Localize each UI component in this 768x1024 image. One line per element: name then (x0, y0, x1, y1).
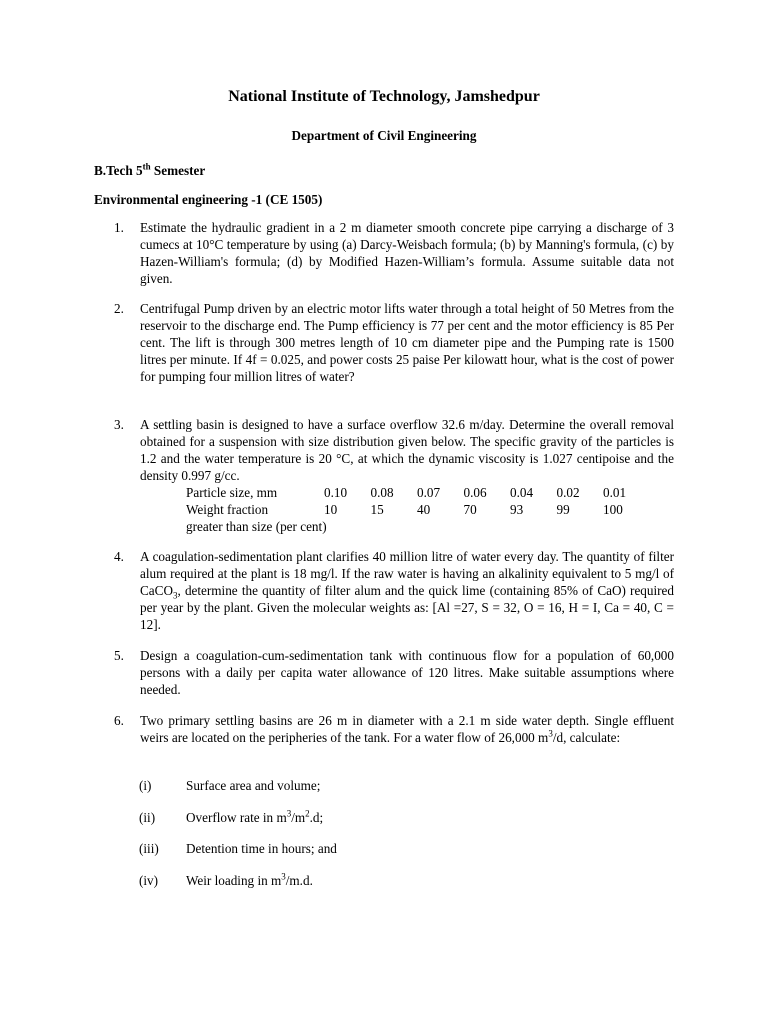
sub-question-number: (ii) (139, 810, 156, 825)
sub-question-text: Detention time in hours; and (186, 841, 337, 856)
table-cell: 40 (417, 502, 431, 517)
sub-question-i (139, 777, 320, 794)
department-heading: Department of Civil Engineering (291, 128, 477, 143)
question-number: 2. (114, 301, 124, 316)
sub-question-number: (i) (139, 778, 152, 793)
table-cell: 0.02 (556, 485, 580, 500)
table-cell: 0.04 (510, 485, 534, 500)
table-row (186, 518, 650, 535)
sub-question-number: (iv) (139, 873, 159, 888)
question-1 (114, 219, 674, 287)
question-number: 3. (114, 417, 124, 432)
question-text (140, 712, 674, 746)
question-text: Centrifugal Pump driven by an electric motor lifts water through a total height of 50 Metres from the reservoir to the discharge end. The Pump efficiency is 77 per cent and the motor efficiency is 85 Per cent. The lift is through 300 metres length of 10 cm diameter pipe and the Pumping rate is 1500 litres per minute. If 4f = 0.025, and power costs 25 paise Per kilowatt hour, what is the cost of power for pumping four million litres of water? (140, 301, 674, 384)
row-label: greater than size (per cent) (186, 519, 327, 534)
question-4 (114, 548, 674, 633)
sub-question-text: Overflow rate in m (186, 810, 287, 825)
question-3 (114, 416, 674, 535)
table-cell: 0.10 (324, 485, 348, 500)
sub-question-text: Surface area and volume; (186, 778, 321, 793)
superscript: 3 (286, 808, 292, 819)
superscript: 3 (281, 871, 286, 882)
table-cell: 0.08 (370, 485, 394, 500)
table-cell: 93 (510, 502, 524, 517)
question-2 (114, 300, 674, 385)
semester-prefix: B.Tech 5 (94, 163, 143, 178)
semester-heading (94, 162, 205, 179)
table-cell: 70 (463, 502, 477, 517)
question-text (140, 548, 674, 633)
question-text-part: A coagulation-sedimentation plant clarifies 40 million litre of water every day. The quantity of filter alum required at the plant is 18 mg/l. If the raw water is having an alkalinity equivalent to 5 mg/l of CaCO (140, 549, 674, 598)
sub-question-number: (iii) (139, 841, 159, 856)
table-cell: 0.06 (463, 485, 487, 500)
question-number: 6. (114, 713, 124, 728)
table-cell: 100 (603, 502, 623, 517)
table-cell: 0.07 (417, 485, 441, 500)
row-label: Particle size, mm (186, 485, 278, 500)
question-text-part: , determine the quantity of filter alum and the quick lime (containing 85% of CaO) required per year by the plant. Given the molecular weights as: [Al =27, S = 32, O = 16, H = I, Ca = 40, C = 12]. (140, 583, 674, 632)
sub-question-iv (139, 872, 313, 889)
subscript: 3 (172, 590, 178, 601)
question-text-part: /d, calculate: (552, 730, 621, 745)
table-cell: 0.01 (603, 485, 627, 500)
question-text: A settling basin is designed to have a surface overflow 32.6 m/day. Determine the overall removal obtained for a suspension with size distribution given below. The specific gravity of the particles is 1.2 and the water temperature is 20 °C, at which the dynamic viscosity is 1.027 centipoise and the density 0.997 g/cc. (140, 417, 674, 483)
table-cell: 99 (556, 502, 570, 517)
course-heading: Environmental engineering -1 (CE 1505) (94, 192, 323, 207)
question-text: Design a coagulation-cum-sedimentation tank with continuous flow for a population of 60,000 persons with a daily per capita water allowance of 120 litres. Make suitable assumptions where needed. (140, 648, 674, 697)
sub-question-text: .d; (309, 810, 324, 825)
question-6 (114, 712, 674, 746)
table-row (186, 501, 650, 518)
sub-question-iii (139, 840, 337, 857)
institute-title: National Institute of Technology, Jamshedpur (228, 88, 540, 105)
question-5 (114, 647, 674, 698)
question-number: 5. (114, 648, 124, 663)
semester-suffix: Semester (150, 163, 206, 178)
semester-superscript: th (142, 161, 151, 172)
question-text-part: Two primary settling basins are 26 m in diameter with a 2.1 m side water depth. Single effluent weirs are located on the peripheries of the tank. For a water flow of 26,000 m (140, 713, 674, 745)
table-row (186, 484, 650, 501)
sub-question-text: /m.d. (285, 873, 313, 888)
superscript: 2 (305, 808, 310, 819)
table-cell: 15 (370, 502, 384, 517)
question-text: Estimate the hydraulic gradient in a 2 m diameter smooth concrete pipe carrying a discharge of 3 cumecs at 10°C temperature by using (a) Darcy-Weisbach formula; (b) by Manning's formula, (c) by Hazen-William's formula; (d) by Modified Hazen-William’s formula. Assume suitable data not given. (140, 220, 674, 286)
superscript: 3 (548, 728, 553, 739)
question-number: 4. (114, 549, 124, 564)
table-cell: 10 (324, 502, 338, 517)
sub-question-text: Weir loading in m (186, 873, 282, 888)
question-number: 1. (114, 220, 124, 235)
particle-size-table (186, 484, 650, 535)
row-label: Weight fraction (186, 502, 269, 517)
sub-question-text: /m (291, 810, 306, 825)
sub-question-ii (139, 809, 323, 826)
